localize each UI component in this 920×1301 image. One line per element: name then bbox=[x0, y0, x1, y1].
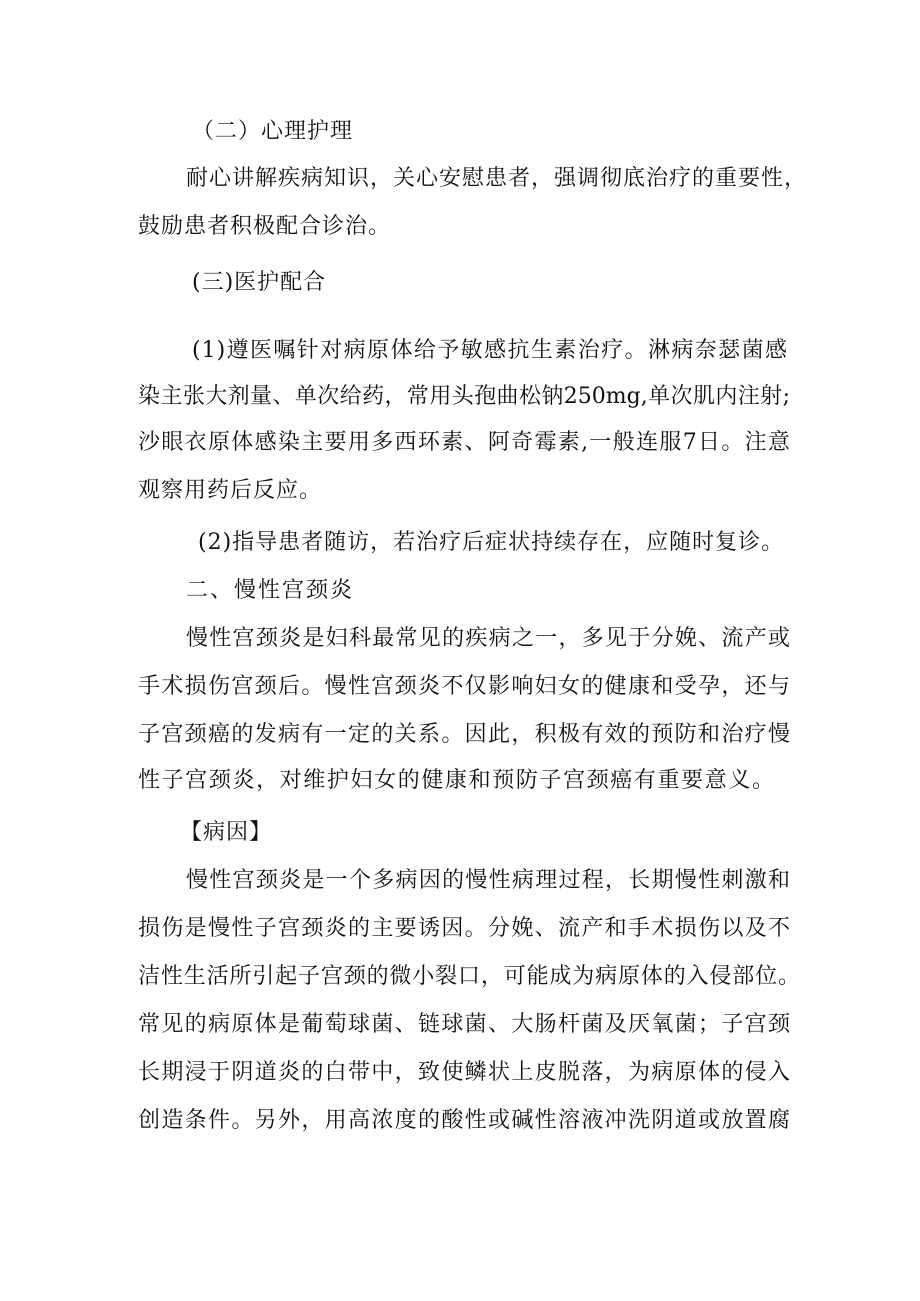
list-item-line: (2)指导患者随访，若治疗后症状持续存在，应随时复诊。 bbox=[198, 530, 785, 555]
paragraph-line: 慢性宫颈炎是一个多病因的慢性病理过程，长期慢性刺激和 bbox=[186, 868, 790, 893]
list-item-line: (1)遵医嘱针对病原体给予敏感抗生素治疗。淋病奈瑟菌感 bbox=[192, 338, 788, 363]
paragraph-line: 鼓励患者积极配合诊治。 bbox=[138, 214, 392, 239]
list-item-line: 沙眼衣原体感染主要用多西环素、阿奇霉素,一般连服7日。注意 bbox=[138, 430, 790, 455]
paragraph-line: 损伤是慢性子宫颈炎的主要诱因。分娩、流产和手术损伤以及不 bbox=[138, 916, 790, 941]
section-heading-etiology: 【病因】 bbox=[180, 820, 273, 845]
paragraph-line: 创造条件。另外，用高浓度的酸性或碱性溶液冲洗阴道或放置腐 bbox=[138, 1108, 790, 1133]
paragraph-line: 慢性宫颈炎是妇科最常见的疾病之一，多见于分娩、流产或 bbox=[186, 626, 790, 651]
list-item-line: 观察用药后反应。 bbox=[138, 478, 323, 503]
section-heading-chronic-cervicitis: 二、慢性宫颈炎 bbox=[186, 578, 355, 603]
paragraph-line: 常见的病原体是葡萄球菌、链球菌、大肠杆菌及厌氧菌；子宫颈 bbox=[138, 1012, 790, 1037]
paragraph-line: 子宫颈癌的发病有一定的关系。因此，积极有效的预防和治疗慢 bbox=[138, 722, 790, 747]
paragraph-line: 长期浸于阴道炎的白带中，致使鳞状上皮脱落，为病原体的侵入 bbox=[138, 1060, 790, 1085]
section-heading-medical-cooperation: (三)医护配合 bbox=[192, 270, 327, 295]
paragraph-line: 手术损伤宫颈后。慢性宫颈炎不仅影响妇女的健康和受孕，还与 bbox=[138, 674, 790, 699]
paragraph-line: 性子宫颈炎，对维护妇女的健康和预防子宫颈癌有重要意义。 bbox=[138, 768, 774, 793]
section-heading-psychological-care: （二）心理护理 bbox=[192, 119, 354, 144]
paragraph-line: 洁性生活所引起子宫颈的微小裂口，可能成为病原体的入侵部位。 bbox=[138, 964, 800, 989]
paragraph-line: 耐心讲解疾病知识，关心安慰患者，强调彻底治疗的重要性， bbox=[186, 166, 808, 191]
list-item-line: 染主张大剂量、单次给药，常用头孢曲松钠250mg,单次肌内注射; bbox=[138, 384, 790, 409]
